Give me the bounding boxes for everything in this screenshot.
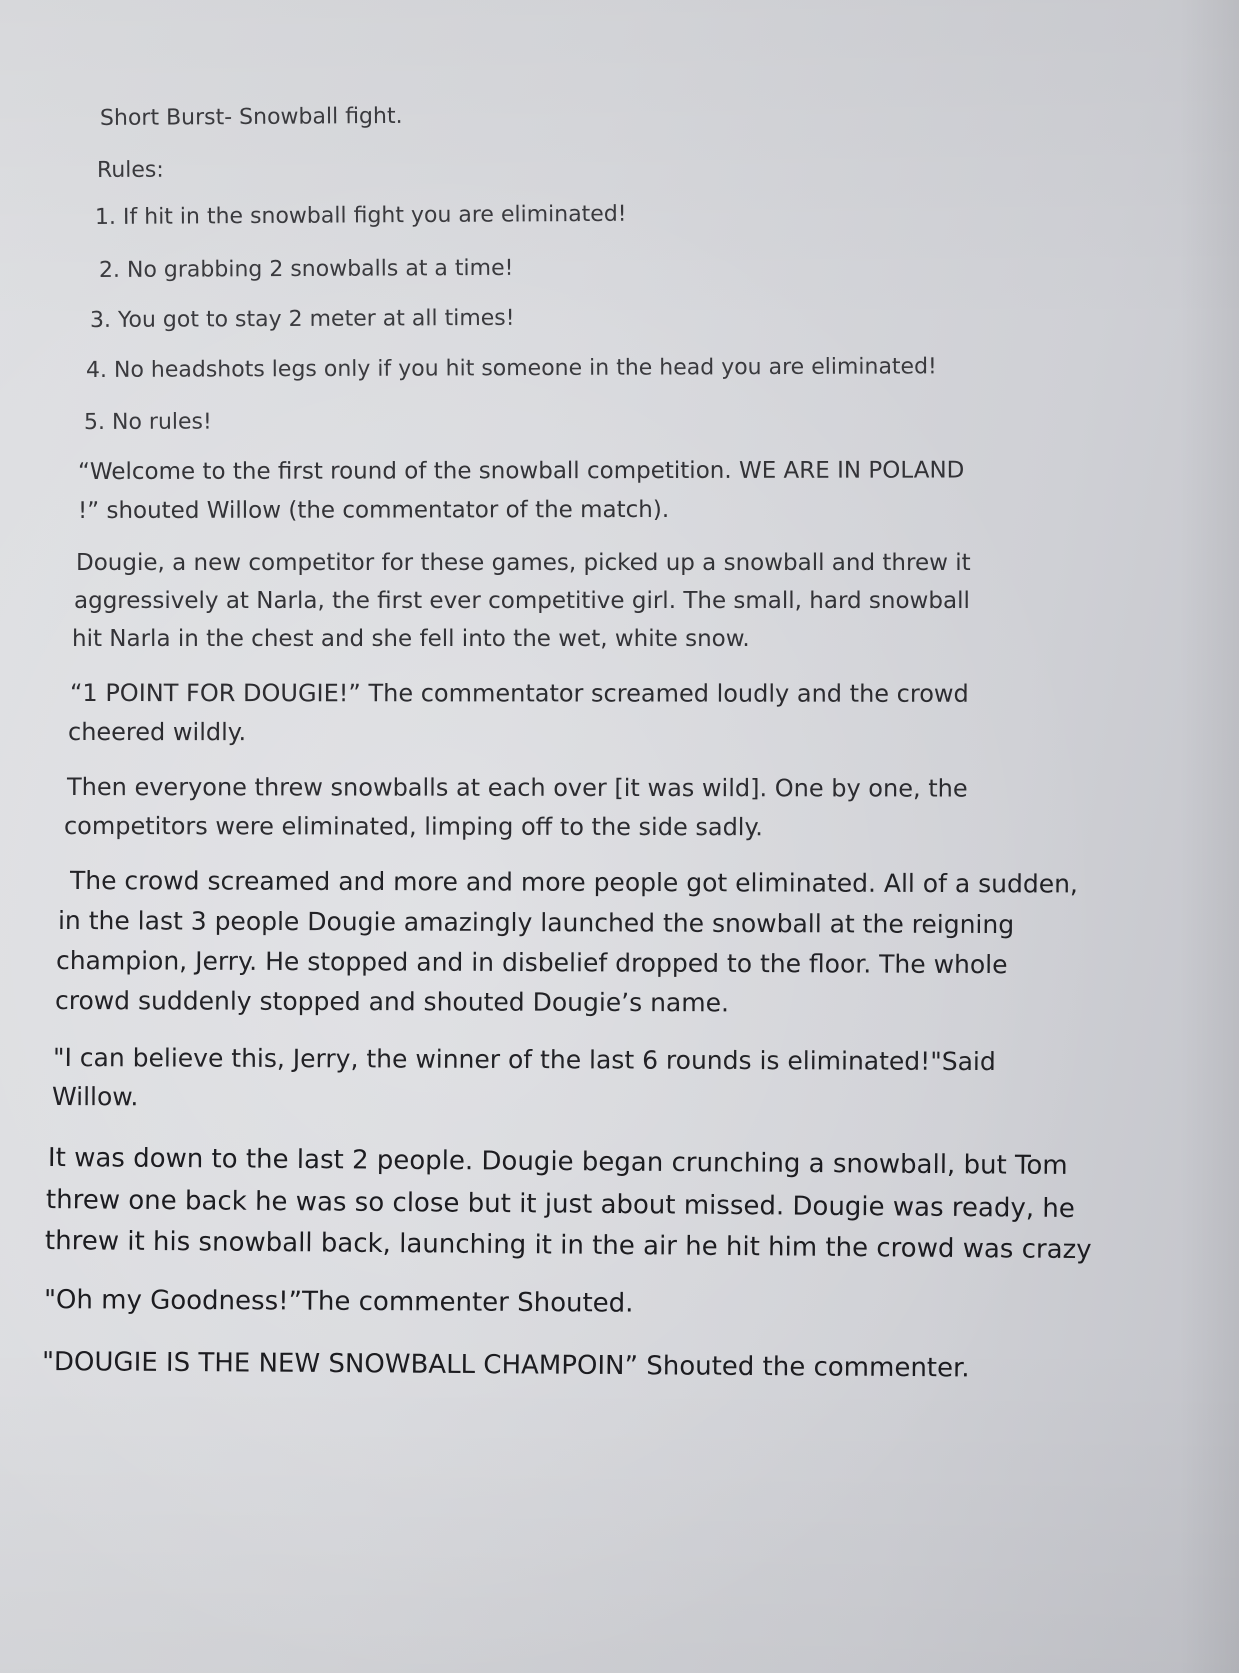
paragraph-line: The crowd screamed and more and more people got eliminated. All of a sudden, bbox=[69, 866, 1078, 899]
paragraph-line: crowd suddenly stopped and shouted Dougie’s name. bbox=[54, 986, 729, 1018]
rule-item: 3. You got to stay 2 meter at all times! bbox=[89, 305, 515, 333]
paragraph-line: "I can believe this, Jerry, the winner of the last 6 rounds is eliminated!"Said bbox=[52, 1043, 996, 1077]
paragraph-line: threw one back he was so close but it just about missed. Dougie was ready, he bbox=[45, 1185, 1075, 1224]
paragraph-line: cheered wildly. bbox=[67, 718, 247, 747]
paragraph-line: threw it his snowball back, launching it in the air he hit him the crowd was crazy bbox=[44, 1226, 1092, 1266]
paragraph-line: It was down to the last 2 people. Dougie began crunching a snowball, but Tom bbox=[47, 1143, 1068, 1182]
paragraph-line: Then everyone threw snowballs at each over [it was wild]. One by one, the bbox=[66, 773, 968, 803]
paragraph-line: Dougie, a new competitor for these games, picked up a snowball and threw it bbox=[76, 550, 971, 576]
rule-item: 1. If hit in the snowball fight you are eliminated! bbox=[94, 201, 627, 230]
paragraph-line: champion, Jerry. He stopped and in disbelief dropped to the floor. The whole bbox=[55, 946, 1008, 980]
paragraph-line: !” shouted Willow (the commentator of the match). bbox=[77, 496, 670, 524]
paragraph-line: in the last 3 people Dougie amazingly launched the snowball at the reigning bbox=[57, 906, 1015, 940]
rule-item: 5. No rules! bbox=[83, 409, 212, 435]
page-edge-shadow bbox=[1179, 0, 1239, 1673]
paragraph-line: Willow. bbox=[51, 1082, 139, 1112]
paragraph-line: "DOUGIE IS THE NEW SNOWBALL CHAMPOIN” Shouted the commenter. bbox=[41, 1347, 970, 1384]
paragraph-line: aggressively at Narla, the first ever competitive girl. The small, hard snowball bbox=[74, 588, 970, 614]
paragraph-line: “Welcome to the first round of the snowball competition. WE ARE IN POLAND bbox=[77, 457, 965, 485]
rule-item: 2. No grabbing 2 snowballs at a time! bbox=[98, 255, 514, 283]
rules-heading: Rules: bbox=[96, 157, 164, 183]
paragraph-line: “1 POINT FOR DOUGIE!” The commentator screamed loudly and the crowd bbox=[69, 679, 969, 708]
paragraph-line: "Oh my Goodness!”The commenter Shouted. bbox=[43, 1285, 634, 1319]
paragraph-line: competitors were eliminated, limping off to the side sadly. bbox=[63, 812, 763, 842]
rule-item: 4. No headshots legs only if you hit someone in the head you are eliminated! bbox=[85, 354, 937, 383]
paragraph-line: hit Narla in the chest and she fell into the wet, white snow. bbox=[72, 626, 750, 652]
document-title: Short Burst- Snowball fight. bbox=[99, 103, 403, 131]
